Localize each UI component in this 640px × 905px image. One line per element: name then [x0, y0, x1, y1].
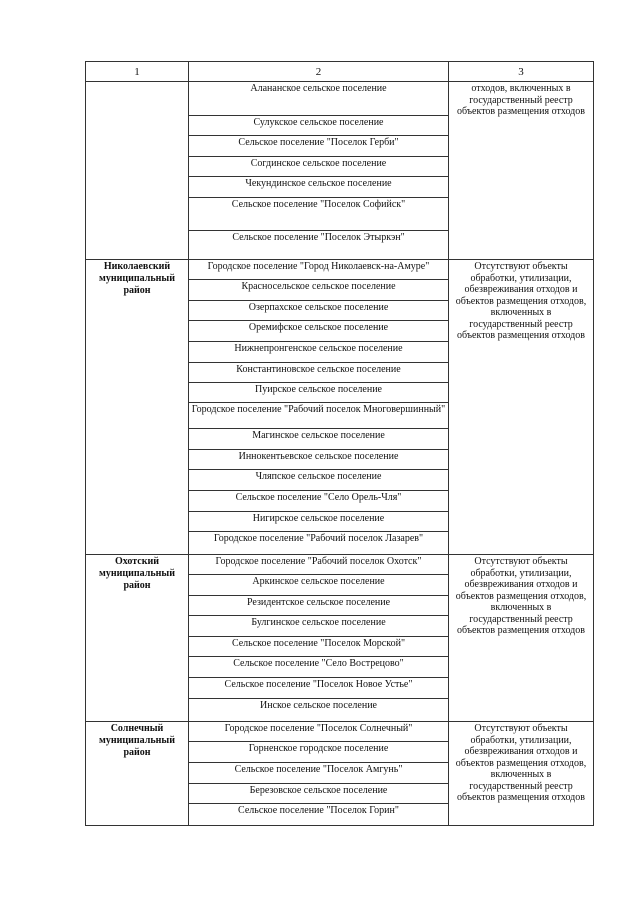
settlement-name: Пуирское сельское поселение — [189, 383, 448, 403]
settlement-name: Оремифское сельское поселение — [189, 321, 448, 342]
settlement-name: Сельское поселение "Поселок Новое Устье" — [189, 678, 448, 699]
note-cell: Отсутствуют объекты обработки, утилизации, обезвреживания отходов и объектов размещения отходов, включенных в государственный реестр объектов размещения отходов — [449, 260, 594, 555]
settlement-name: Чекундинское сельское поселение — [189, 177, 448, 198]
settlement-name: Сельское поселение "Поселок Горин" — [238, 805, 399, 816]
settlement-name: Горненское городское поселение — [189, 742, 448, 763]
district-cell: Солнечный муниципальный район — [86, 722, 189, 826]
settlement-name: Магинское сельское поселение — [189, 429, 448, 450]
settlement-name: Константиновское сельское поселение — [189, 363, 448, 383]
table-row — [86, 722, 594, 826]
column-header-2: 2 — [189, 62, 449, 82]
settlement-name: Березовское сельское поселение — [189, 784, 448, 804]
settlement-name: Сельское поселение "Поселок Амгунь" — [189, 763, 448, 784]
table-row — [86, 260, 594, 555]
column-header-1: 1 — [86, 62, 189, 82]
settlement-name: Иннокентьевское сельское поселение — [189, 450, 448, 470]
settlements-cell — [189, 555, 449, 722]
settlement-name: Аркинское сельское поселение — [189, 575, 448, 596]
table-row — [86, 555, 594, 722]
settlement-name: Городское поселение "Рабочий поселок Многовершинный" — [189, 403, 448, 429]
note-cell: Отсутствуют объекты обработки, утилизации, обезвреживания отходов и объектов размещения отходов, включенных в государственный реестр объектов размещения отходов — [449, 722, 594, 826]
table-row — [86, 82, 594, 260]
settlement-name: Городское поселение "Рабочий поселок Охотск" — [189, 555, 448, 575]
settlement-name: Резидентское сельское поселение — [189, 596, 448, 616]
settlement-name: Сельское поселение "Село Вострецово" — [189, 657, 448, 678]
settlement-name: Городское поселение "Город Николаевск-на-Амуре" — [189, 260, 448, 280]
settlements-cell — [189, 82, 449, 260]
settlement-name: Сельское поселение "Поселок Морской" — [189, 637, 448, 657]
settlement-name: Сельское поселение "Поселок Этыркэн" — [232, 232, 405, 243]
settlement-name: Сельское поселение "Село Орель-Чля" — [189, 491, 448, 512]
settlement-name: Сельское поселение "Поселок Герби" — [189, 136, 448, 157]
settlement-name: Алананское сельское поселение — [189, 82, 448, 116]
settlement-name: Инское сельское поселение — [260, 700, 377, 711]
table-header-row — [86, 62, 594, 82]
settlements-cell — [189, 722, 449, 826]
settlements-cell — [189, 260, 449, 555]
district-cell — [86, 82, 189, 260]
settlement-name: Нигирское сельское поселение — [189, 512, 448, 532]
settlement-name: Согдинское сельское поселение — [189, 157, 448, 177]
settlement-name: Городское поселение "Рабочий поселок Лазарев" — [213, 533, 424, 544]
settlement-name: Чляпское сельское поселение — [189, 470, 448, 491]
settlement-name: Озерпахское сельское поселение — [189, 301, 448, 321]
settlement-name: Нижнепронгенское сельское поселение — [189, 342, 448, 363]
settlement-name: Красносельское сельское поселение — [189, 280, 448, 301]
settlement-name: Булгинское сельское поселение — [189, 616, 448, 637]
column-header-3: 3 — [449, 62, 594, 82]
district-cell: Охотский муниципальный район — [86, 555, 189, 722]
settlements-table — [85, 61, 594, 826]
settlement-name: Сулукское сельское поселение — [189, 116, 448, 136]
district-cell: Николаевский муниципальный район — [86, 260, 189, 555]
settlement-name: Городское поселение "Поселок Солнечный" — [189, 722, 448, 742]
note-cell: отходов, включенных в государственный реестр объектов размещения отходов — [449, 82, 594, 260]
settlement-name: Сельское поселение "Поселок Софийск" — [189, 198, 448, 231]
note-cell: Отсутствуют объекты обработки, утилизации, обезвреживания отходов и объектов размещения отходов, включенных в государственный реестр объектов размещения отходов — [449, 555, 594, 722]
